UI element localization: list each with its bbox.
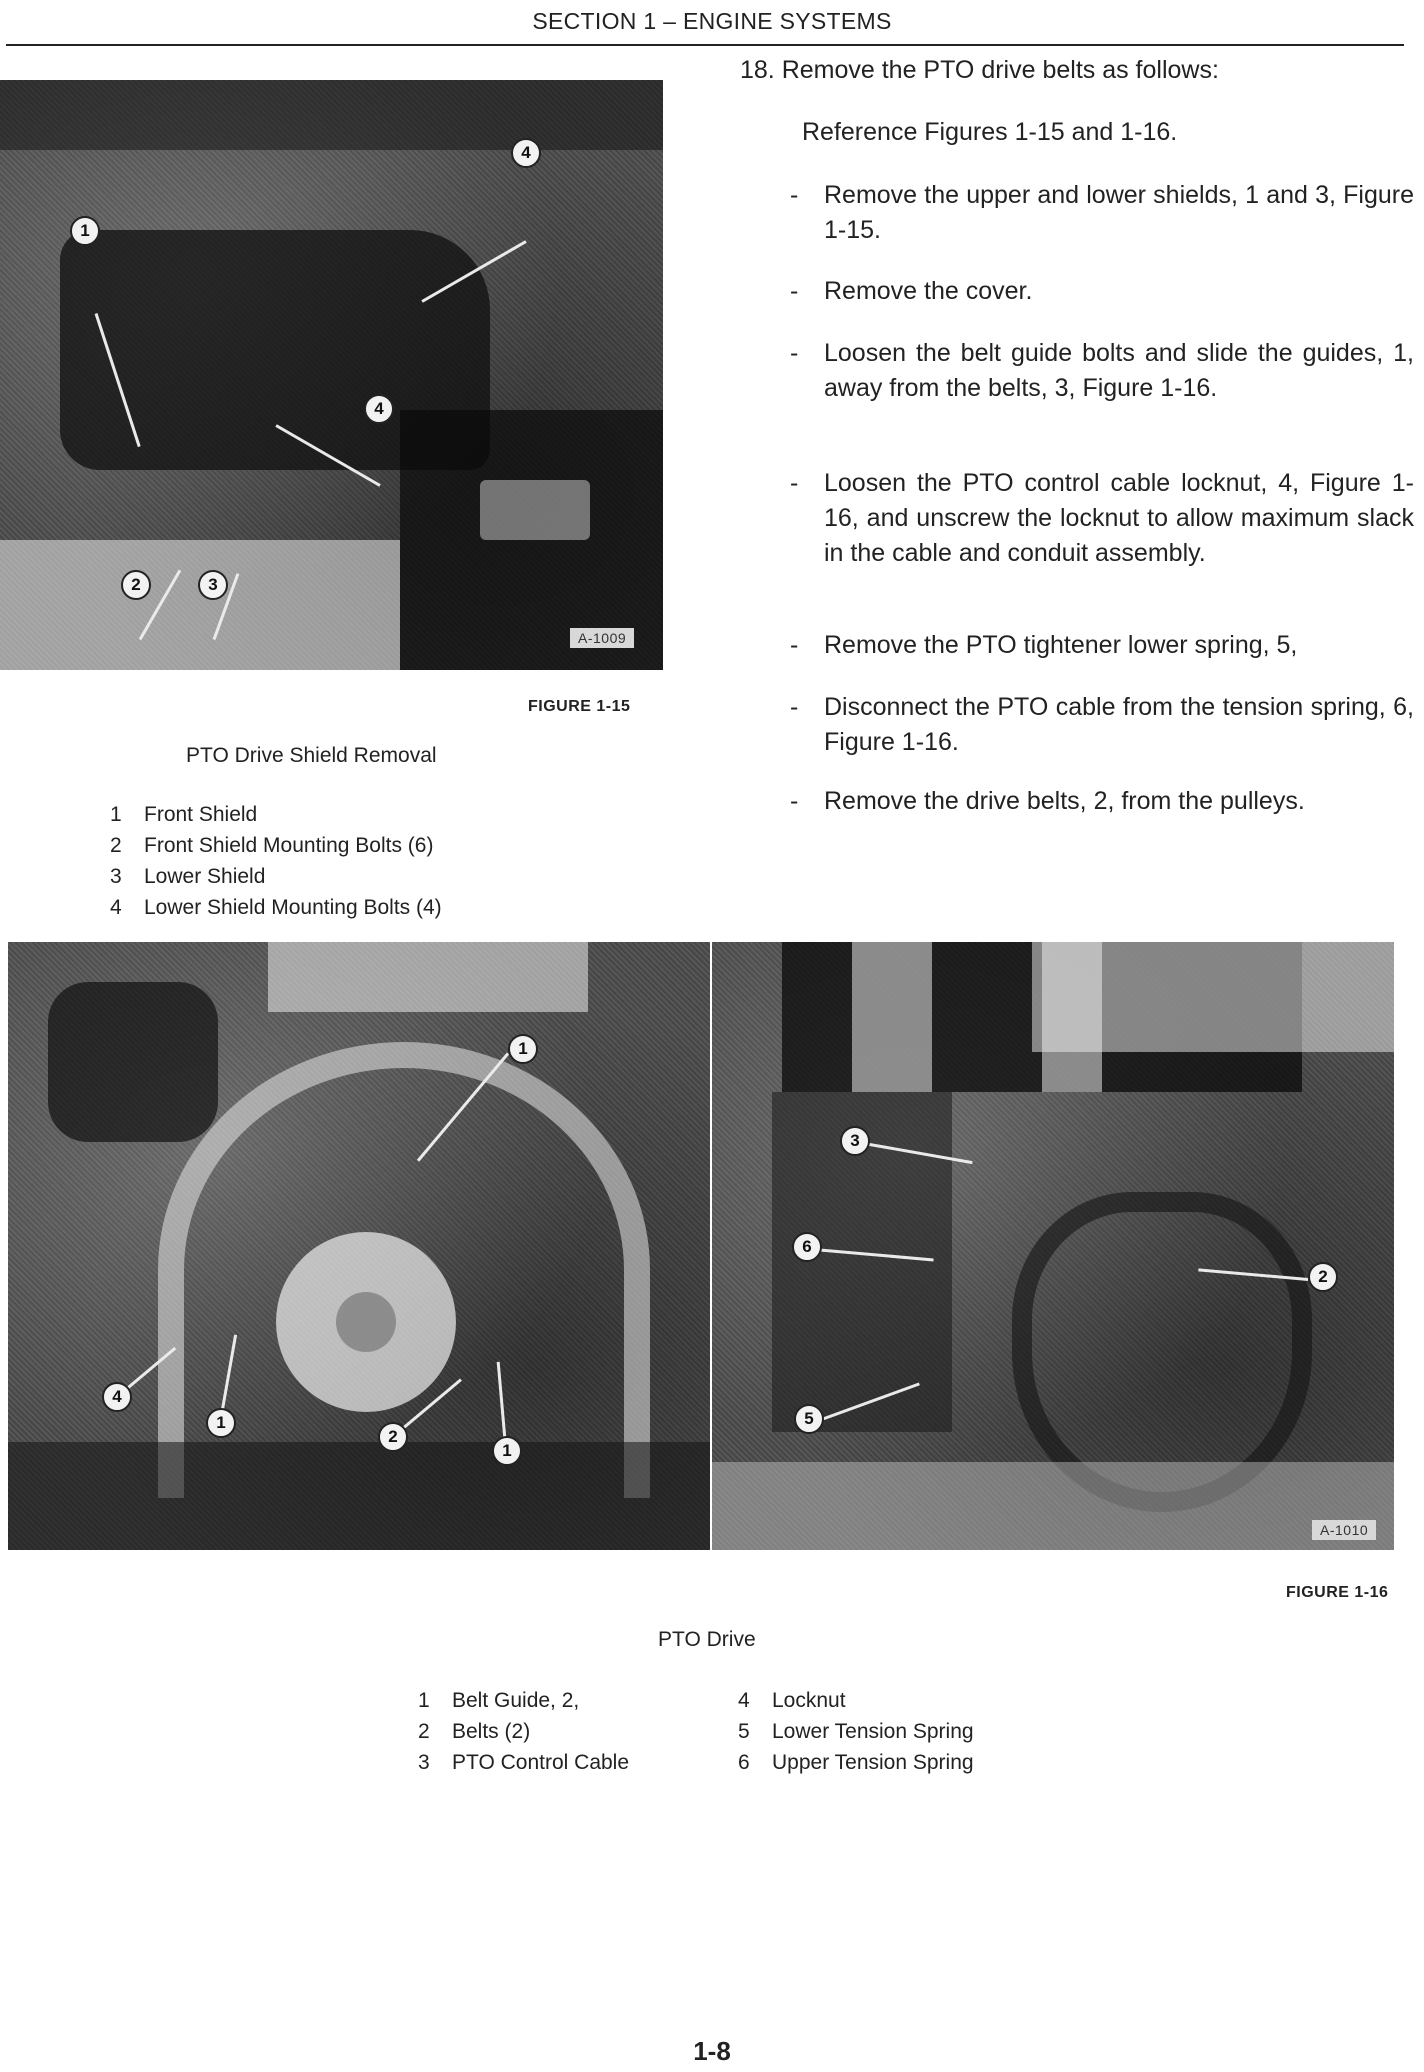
callout-4: 4	[511, 138, 541, 168]
callout-5: 5	[794, 1404, 824, 1434]
figure-1-15-label: FIGURE 1-15	[528, 698, 631, 715]
page-number: 1-8	[693, 2036, 731, 2066]
legend-item: 5 Lower Tension Spring	[738, 1720, 974, 1743]
legend-item: 1 Front Shield	[110, 803, 258, 826]
photo-code: A-1009	[570, 628, 634, 648]
step-18-reference: Reference Figures 1-15 and 1-16.	[802, 118, 1178, 146]
legend-item: 2 Front Shield Mounting Bolts (6)	[110, 834, 434, 857]
callout-2: 2	[121, 570, 151, 600]
legend-item: 3 PTO Control Cable	[418, 1751, 630, 1774]
legend-item: 2 Belts (2)	[418, 1720, 531, 1743]
photo-code: A-1010	[1312, 1520, 1376, 1540]
figure-1-16-legend-right	[738, 1685, 974, 1778]
callout-4: 4	[364, 394, 394, 424]
section-header: SECTION 1 – ENGINE SYSTEMS	[532, 8, 892, 34]
figure-1-16-photo-left	[8, 942, 710, 1550]
figure-1-15-photo	[0, 80, 663, 670]
callout-1: 1	[206, 1408, 236, 1438]
figure-1-16-photo-right	[712, 942, 1394, 1550]
legend-item: 4 Lower Shield Mounting Bolts (4)	[110, 896, 442, 919]
callout-4: 4	[102, 1382, 132, 1412]
callout-2: 2	[1308, 1262, 1338, 1292]
callout-6: 6	[792, 1232, 822, 1262]
figure-1-16-caption: PTO Drive	[658, 1628, 756, 1651]
figure-1-15-legend	[110, 799, 442, 923]
callout-3: 3	[198, 570, 228, 600]
callout-2: 2	[378, 1422, 408, 1452]
callout-1: 1	[508, 1034, 538, 1064]
callout-1: 1	[492, 1436, 522, 1466]
legend-item: 4 Locknut	[738, 1689, 846, 1712]
callout-1: 1	[70, 216, 100, 246]
figure-1-16-legend-left	[418, 1685, 629, 1778]
figure-1-15-caption: PTO Drive Shield Removal	[186, 744, 437, 767]
figure-1-16-label: FIGURE 1-16	[1286, 1584, 1389, 1601]
step-18-title: 18. Remove the PTO drive belts as follows:	[740, 56, 1219, 84]
legend-item: 1 Belt Guide, 2,	[418, 1689, 580, 1712]
legend-item: 6 Upper Tension Spring	[738, 1751, 974, 1774]
legend-item: 3 Lower Shield	[110, 865, 266, 888]
callout-3: 3	[840, 1126, 870, 1156]
header-rule	[6, 44, 1404, 46]
